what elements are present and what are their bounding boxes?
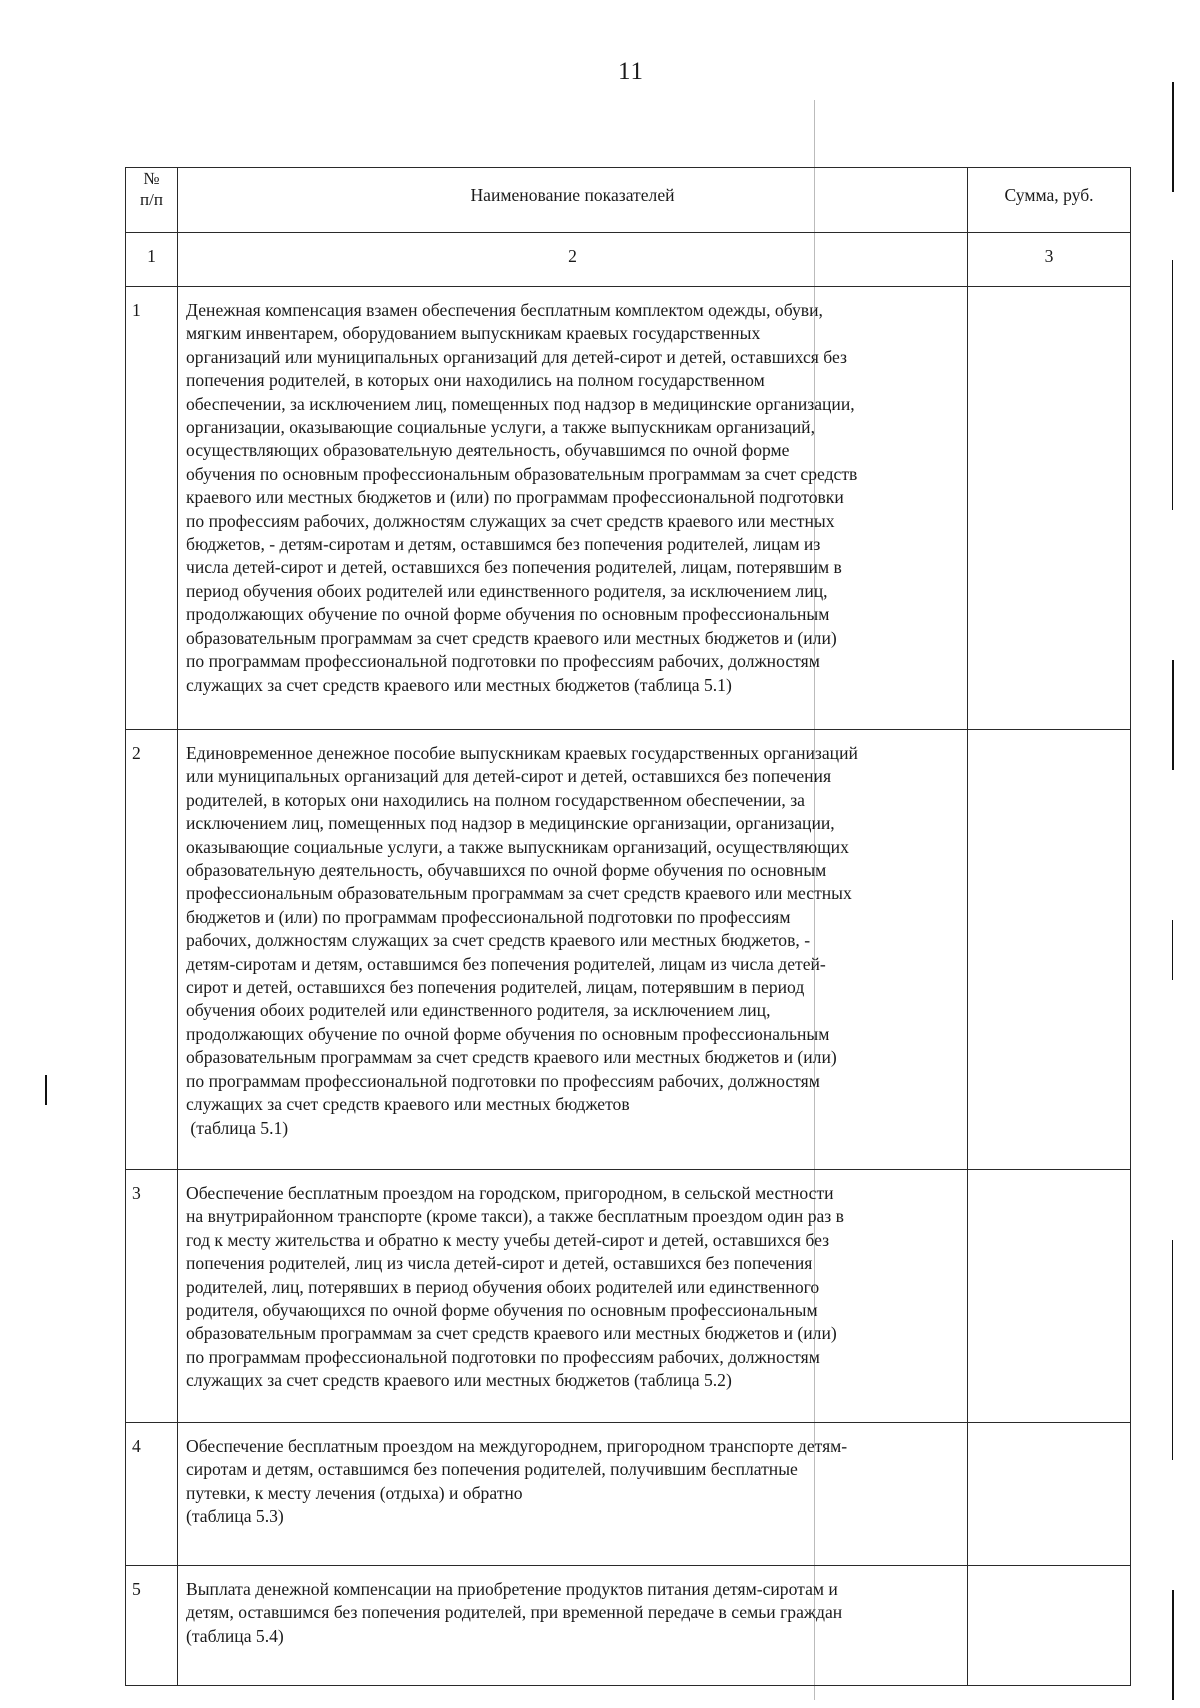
description-line: образовательным программам за счет средств краевого или местных бюджетов и (или) [186, 1323, 837, 1344]
description-line: (таблица 5.1) [186, 1117, 289, 1138]
description-line: по программам профессиональной подготовки по профессиям рабочих, должностям [186, 1346, 820, 1367]
description-line: Единовременное денежное пособие выпускникам краевых государственных организаций [186, 743, 858, 763]
description-line: профессиональным образовательным программам за счет средств краевого или местных [186, 883, 852, 904]
row-number: 3 [126, 1170, 178, 1423]
indicator-description [178, 1170, 968, 1423]
indicator-description [178, 730, 968, 1170]
description-line: родителей, в которых они находились на полном государственном обеспечении, за [186, 789, 805, 810]
description-line: обучения по основным профессиональным образовательным программам за счет средств [186, 463, 858, 484]
row-number: 2 [126, 730, 178, 1170]
description-line: организации, оказывающие социальные услуги, а также выпускникам организаций, [186, 417, 815, 438]
table-header-row [126, 168, 1131, 233]
description-line: обучения обоих родителей или единственного родителя, за исключением лиц, [186, 1000, 771, 1021]
description-line: период обучения обоих родителей или единственного родителя, за исключением лиц, [186, 580, 828, 601]
table-row [126, 1566, 1131, 1686]
header-num-line: п/п [140, 190, 163, 209]
description-line: образовательную деятельность, обучавшихся по очной форме обучения по основным [186, 860, 827, 881]
table-row [126, 287, 1131, 730]
description-line: (таблица 5.3) [186, 1506, 284, 1527]
description-line: числа детей-сирот и детей, оставшихся без попечения родителей, лицам, потерявшим в [186, 557, 842, 578]
description-line: по программам профессиональной подготовки по профессиям рабочих, должностям [186, 651, 820, 672]
column-index-cell: 1 [126, 233, 178, 287]
row-number: 5 [126, 1566, 178, 1686]
description-line: организаций или муниципальных организаций для детей-сирот и детей, оставшихся без [186, 346, 847, 367]
description-line: по профессиям рабочих, должностям служащих за счет средств краевого или местных [186, 510, 835, 531]
description-line: исключением лиц, помещенных под надзор в медицинские организации, организации, [186, 813, 835, 834]
header-num-line: № [143, 169, 160, 188]
description-line: краевого или местных бюджетов и (или) по программам профессиональной подготовки [186, 487, 844, 508]
header-num [126, 168, 178, 233]
row-number: 1 [126, 287, 178, 730]
description-line: сирот и детей, оставшихся без попечения родителей, лицам, потерявшим в период [186, 977, 805, 998]
scan-margin-mark [45, 1075, 47, 1105]
description-line: детям, оставшимся без попечения родителей, при временной передаче в семьи граждан [186, 1602, 843, 1623]
description-line: родителя, обучающихся по очной форме обучения по основным профессиональным [186, 1300, 818, 1321]
description-line: на внутрирайонном транспорте (кроме такси), а также бесплатным проездом один раз в [186, 1206, 844, 1227]
description-line: родителей, лиц, потерявших в период обучения обоих родителей или единственного [186, 1276, 820, 1297]
scan-margin-mark [1172, 82, 1174, 192]
column-index-cell: 2 [178, 233, 968, 287]
scan-margin-mark [1172, 920, 1173, 980]
description-line: служащих за счет средств краевого или местных бюджетов [186, 1094, 630, 1115]
sum-cell [968, 1170, 1131, 1423]
scan-margin-mark [1172, 260, 1173, 510]
row-number: 4 [126, 1423, 178, 1566]
indicator-description [178, 287, 968, 730]
description-line: или муниципальных организаций для детей-сирот и детей, оставшихся без попечения [186, 766, 832, 787]
description-line: детям-сиротам и детям, оставшимся без попечения родителей, лицам из числа детей- [186, 953, 826, 974]
description-line: обеспечении, за исключением лиц, помещенных под надзор в медицинские организации, [186, 393, 855, 414]
table-row [126, 1423, 1131, 1566]
description-line: Денежная компенсация взамен обеспечения бесплатным комплектом одежды, обуви, [186, 300, 823, 320]
description-line: Выплата денежной компенсации на приобретение продуктов питания детям-сиротам и [186, 1579, 838, 1599]
description-line: Обеспечение бесплатным проездом на междугороднем, пригородном транспорте детям- [186, 1436, 848, 1456]
description-line: оказывающие социальные услуги, а также выпускникам организаций, осуществляющих [186, 836, 849, 857]
indicator-description [178, 1566, 968, 1686]
page-number: 11 [617, 58, 645, 85]
description-line: служащих за счет средств краевого или местных бюджетов (таблица 5.2) [186, 1370, 732, 1391]
description-line: попечения родителей, лиц из числа детей-сирот и детей, оставшихся без попечения [186, 1253, 813, 1274]
indicator-description [178, 1423, 968, 1566]
sum-cell [968, 287, 1131, 730]
column-index-cell: 3 [968, 233, 1131, 287]
description-line: (таблица 5.4) [186, 1625, 284, 1646]
description-line: год к месту жительства и обратно к месту учебы детей-сирот и детей, оставшихся без [186, 1229, 830, 1250]
description-line: рабочих, должностям служащих за счет средств краевого или местных бюджетов, - [186, 930, 811, 951]
description-line: по программам профессиональной подготовки по профессиям рабочих, должностям [186, 1070, 820, 1091]
scan-margin-mark [1172, 1240, 1173, 1460]
description-line: сиротам и детям, оставшимся без попечения родителей, получившим бесплатные [186, 1459, 798, 1480]
description-line: Обеспечение бесплатным проездом на городском, пригородном, в сельской местности [186, 1183, 834, 1203]
sum-cell [968, 730, 1131, 1170]
description-line: образовательным программам за счет средств краевого или местных бюджетов и (или) [186, 1047, 837, 1068]
column-index-row [126, 233, 1131, 287]
scan-margin-mark [1172, 660, 1174, 770]
description-line: бюджетов, - детям-сиротам и детям, оставшимся без попечения родителей, лицам из [186, 534, 821, 555]
description-line: осуществляющих образовательную деятельность, обучавшимся по очной форме [186, 440, 790, 461]
header-name: Наименование показателей [178, 168, 968, 233]
description-line: бюджетов и (или) по программам профессиональной подготовки по профессиям [186, 906, 791, 927]
description-line: продолжающих обучение по очной форме обучения по основным профессиональным [186, 604, 830, 625]
description-line: попечения родителей, в которых они находились на полном государственном [186, 370, 765, 391]
description-line: путевки, к месту лечения (отдыха) и обратно [186, 1482, 523, 1503]
description-line: служащих за счет средств краевого или местных бюджетов (таблица 5.1) [186, 674, 732, 695]
scan-margin-mark [1172, 1590, 1174, 1700]
table-row [126, 730, 1131, 1170]
description-line: образовательным программам за счет средств краевого или местных бюджетов и (или) [186, 627, 837, 648]
sum-cell [968, 1423, 1131, 1566]
description-line: продолжающих обучение по очной форме обучения по основным профессиональным [186, 1023, 830, 1044]
indicators-table [125, 167, 1131, 1686]
description-line: мягким инвентарем, оборудованием выпускникам краевых государственных [186, 323, 761, 344]
table-row [126, 1170, 1131, 1423]
sum-cell [968, 1566, 1131, 1686]
header-sum: Сумма, руб. [968, 168, 1131, 233]
